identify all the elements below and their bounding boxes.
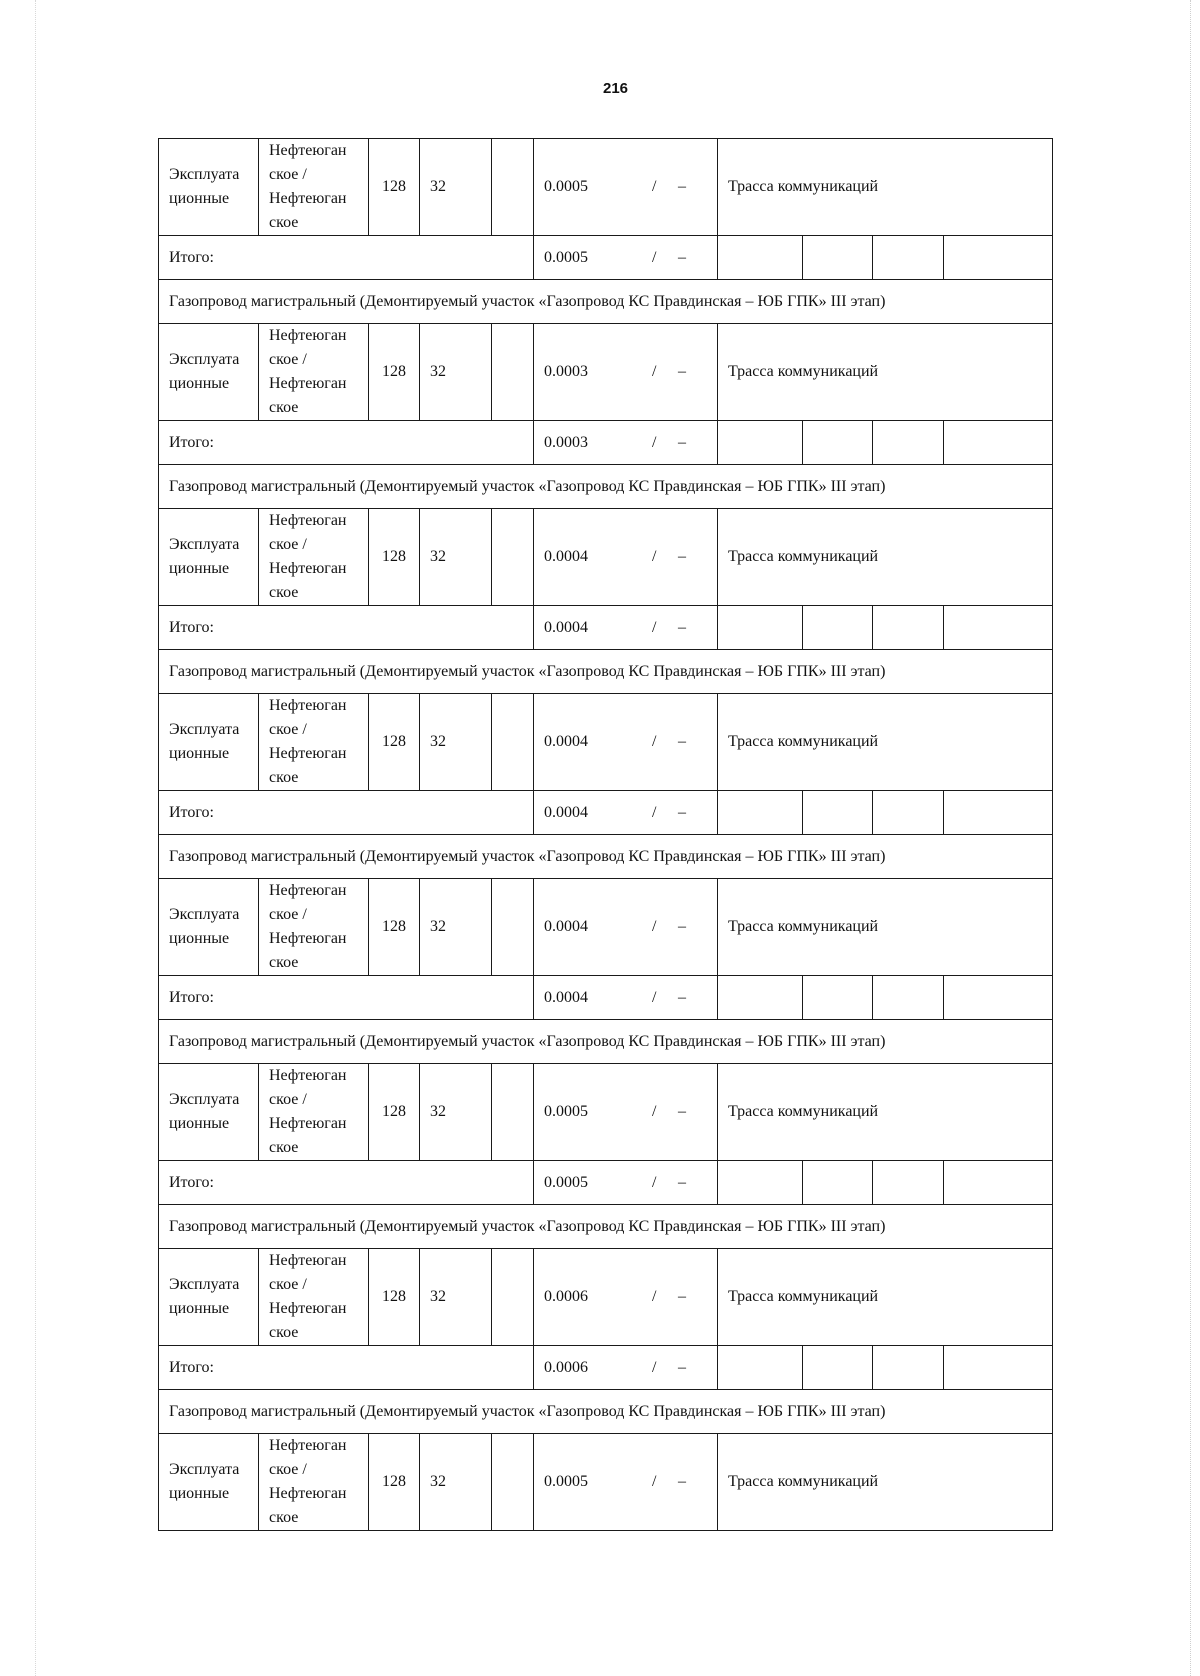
total-label: Итого: <box>159 606 534 650</box>
area-value: 0.0005 <box>544 1473 588 1490</box>
forestry-line: ское / <box>269 1461 307 1478</box>
land-category-line: Эксплуата <box>169 351 240 368</box>
area-cell <box>534 509 718 606</box>
land-category-line: ционные <box>169 930 230 947</box>
empty-cell <box>803 606 873 650</box>
land-category-line: ционные <box>169 560 230 577</box>
section-title: Газопровод магистральный (Демонтируемый участок «Газопровод КС Правдинская – ЮБ ГПК» III этап) <box>159 1205 1053 1249</box>
forestry-cell <box>259 694 369 791</box>
forestry-line: Нефтеюган <box>269 697 347 714</box>
area-value: 0.0004 <box>544 733 588 750</box>
forestry-line: Нефтеюган <box>269 1067 347 1084</box>
scan-edge-right <box>1190 0 1194 1676</box>
purpose-cell: Трасса коммуникаций <box>718 509 1053 606</box>
total-area-dash: – <box>678 618 686 636</box>
total-area-cell <box>534 1161 718 1205</box>
forestry-line: Нефтеюган <box>269 142 347 159</box>
forestry-cell <box>259 1064 369 1161</box>
total-row <box>159 1346 1053 1390</box>
forestry-line: ское / <box>269 1276 307 1293</box>
forestry-line: ское <box>269 1139 299 1156</box>
empty-cell <box>944 791 1053 835</box>
empty-cell <box>803 976 873 1020</box>
forestry-line: Нефтеюган <box>269 882 347 899</box>
total-area-slash: / <box>652 248 657 266</box>
forestry-line: ское / <box>269 1091 307 1108</box>
forestry-line: ское <box>269 954 299 971</box>
total-label: Итого: <box>159 976 534 1020</box>
empty-cell <box>944 421 1053 465</box>
total-area-cell <box>534 791 718 835</box>
plot-cell: 32 <box>420 509 492 606</box>
land-category-line: ционные <box>169 375 230 392</box>
plot-cell: 32 <box>420 1249 492 1346</box>
section-header-row <box>159 1390 1053 1434</box>
plot-cell: 32 <box>420 879 492 976</box>
quarter-cell: 128 <box>369 139 420 236</box>
forestry-line: ское <box>269 399 299 416</box>
empty-cell <box>718 976 803 1020</box>
quarter-cell: 128 <box>369 1249 420 1346</box>
area-cell <box>534 1064 718 1161</box>
forestry-line: ское / <box>269 166 307 183</box>
land-category-cell <box>159 139 259 236</box>
total-area-cell <box>534 606 718 650</box>
forestry-line: ское / <box>269 536 307 553</box>
forestry-line: Нефтеюган <box>269 930 347 947</box>
land-category-line: ционные <box>169 1115 230 1132</box>
area-slash: / <box>652 1103 657 1120</box>
total-area-dash: – <box>678 803 686 821</box>
land-category-line: Эксплуата <box>169 721 240 738</box>
total-area-slash: / <box>652 1173 657 1191</box>
section-title: Газопровод магистральный (Демонтируемый участок «Газопровод КС Правдинская – ЮБ ГПК» III этап) <box>159 1020 1053 1064</box>
plot-row <box>159 509 1053 606</box>
purpose-cell: Трасса коммуникаций <box>718 324 1053 421</box>
plot-row <box>159 1249 1053 1346</box>
land-category-cell <box>159 694 259 791</box>
empty-cell <box>718 1346 803 1390</box>
section-title: Газопровод магистральный (Демонтируемый участок «Газопровод КС Правдинская – ЮБ ГПК» III этап) <box>159 835 1053 879</box>
forestry-line: Нефтеюган <box>269 1115 347 1132</box>
area-dash: – <box>678 1288 686 1305</box>
plot-row <box>159 324 1053 421</box>
empty-cell <box>492 879 534 976</box>
empty-cell <box>492 509 534 606</box>
empty-cell <box>944 1346 1053 1390</box>
forestry-line: ское <box>269 769 299 786</box>
empty-cell <box>492 139 534 236</box>
total-area-dash: – <box>678 1173 686 1191</box>
total-area-cell <box>534 1346 718 1390</box>
purpose-cell: Трасса коммуникаций <box>718 879 1053 976</box>
land-category-line: Эксплуата <box>169 1276 240 1293</box>
quarter-cell: 128 <box>369 879 420 976</box>
area-dash: – <box>678 918 686 935</box>
forestry-cell <box>259 1249 369 1346</box>
land-category-line: Эксплуата <box>169 906 240 923</box>
empty-cell <box>492 1064 534 1161</box>
quarter-cell: 128 <box>369 1064 420 1161</box>
empty-cell <box>873 236 944 280</box>
total-label: Итого: <box>159 421 534 465</box>
total-area-value: 0.0004 <box>544 803 588 821</box>
land-category-cell <box>159 1064 259 1161</box>
total-row <box>159 606 1053 650</box>
area-dash: – <box>678 1473 686 1490</box>
land-plots-table <box>158 138 1053 1531</box>
area-value: 0.0005 <box>544 178 588 195</box>
forestry-line: Нефтеюган <box>269 1252 347 1269</box>
forestry-line: Нефтеюган <box>269 1437 347 1454</box>
land-category-cell <box>159 1434 259 1531</box>
area-value: 0.0006 <box>544 1288 588 1305</box>
section-header-row <box>159 835 1053 879</box>
empty-cell <box>803 1346 873 1390</box>
forestry-line: ское <box>269 584 299 601</box>
forestry-line: Нефтеюган <box>269 375 347 392</box>
forestry-line: Нефтеюган <box>269 1300 347 1317</box>
plot-row <box>159 1064 1053 1161</box>
total-area-cell <box>534 976 718 1020</box>
empty-cell <box>803 421 873 465</box>
section-header-row <box>159 465 1053 509</box>
plot-cell: 32 <box>420 1064 492 1161</box>
forestry-cell <box>259 509 369 606</box>
empty-cell <box>492 1249 534 1346</box>
area-value: 0.0003 <box>544 363 588 380</box>
area-slash: / <box>652 1288 657 1305</box>
quarter-cell: 128 <box>369 1434 420 1531</box>
land-category-line: Эксплуата <box>169 166 240 183</box>
land-category-line: ционные <box>169 1485 230 1502</box>
purpose-cell: Трасса коммуникаций <box>718 694 1053 791</box>
total-area-value: 0.0003 <box>544 433 588 451</box>
total-row <box>159 791 1053 835</box>
forestry-line: Нефтеюган <box>269 512 347 529</box>
plot-row <box>159 694 1053 791</box>
area-cell <box>534 1434 718 1531</box>
area-dash: – <box>678 363 686 380</box>
total-area-slash: / <box>652 618 657 636</box>
area-slash: / <box>652 1473 657 1490</box>
area-cell <box>534 324 718 421</box>
empty-cell <box>803 236 873 280</box>
empty-cell <box>718 236 803 280</box>
land-category-line: ционные <box>169 1300 230 1317</box>
total-area-slash: / <box>652 803 657 821</box>
scan-edge-left <box>35 0 39 1676</box>
empty-cell <box>718 606 803 650</box>
empty-cell <box>803 1161 873 1205</box>
empty-cell <box>873 791 944 835</box>
quarter-cell: 128 <box>369 694 420 791</box>
plot-cell: 32 <box>420 694 492 791</box>
total-area-dash: – <box>678 433 686 451</box>
total-area-cell <box>534 421 718 465</box>
area-cell <box>534 139 718 236</box>
area-cell <box>534 879 718 976</box>
total-area-slash: / <box>652 988 657 1006</box>
forestry-cell <box>259 1434 369 1531</box>
land-category-line: ционные <box>169 190 230 207</box>
area-dash: – <box>678 178 686 195</box>
empty-cell <box>492 1434 534 1531</box>
total-row <box>159 1161 1053 1205</box>
forestry-line: ское <box>269 214 299 231</box>
land-category-line: Эксплуата <box>169 536 240 553</box>
purpose-cell: Трасса коммуникаций <box>718 1434 1053 1531</box>
area-slash: / <box>652 363 657 380</box>
section-title: Газопровод магистральный (Демонтируемый участок «Газопровод КС Правдинская – ЮБ ГПК» III этап) <box>159 465 1053 509</box>
area-cell <box>534 694 718 791</box>
land-category-cell <box>159 879 259 976</box>
empty-cell <box>873 606 944 650</box>
plot-row <box>159 1434 1053 1531</box>
forestry-line: Нефтеюган <box>269 1485 347 1502</box>
total-label: Итого: <box>159 1161 534 1205</box>
plot-row <box>159 139 1053 236</box>
land-category-cell <box>159 324 259 421</box>
section-header-row <box>159 1020 1053 1064</box>
plot-cell: 32 <box>420 1434 492 1531</box>
plot-cell: 32 <box>420 139 492 236</box>
empty-cell <box>944 976 1053 1020</box>
land-category-line: Эксплуата <box>169 1461 240 1478</box>
page-number: 216 <box>602 80 629 97</box>
empty-cell <box>873 421 944 465</box>
total-area-value: 0.0005 <box>544 1173 588 1191</box>
purpose-cell: Трасса коммуникаций <box>718 1064 1053 1161</box>
total-area-dash: – <box>678 988 686 1006</box>
forestry-line: Нефтеюган <box>269 745 347 762</box>
forestry-line: ское / <box>269 906 307 923</box>
empty-cell <box>718 791 803 835</box>
purpose-cell: Трасса коммуникаций <box>718 139 1053 236</box>
total-area-dash: – <box>678 248 686 266</box>
empty-cell <box>873 1346 944 1390</box>
quarter-cell: 128 <box>369 324 420 421</box>
land-category-cell <box>159 1249 259 1346</box>
area-value: 0.0005 <box>544 1103 588 1120</box>
area-slash: / <box>652 918 657 935</box>
total-area-value: 0.0005 <box>544 248 588 266</box>
total-label: Итого: <box>159 791 534 835</box>
forestry-line: ское <box>269 1324 299 1341</box>
area-slash: / <box>652 548 657 565</box>
total-row <box>159 976 1053 1020</box>
total-area-dash: – <box>678 1358 686 1376</box>
empty-cell <box>492 324 534 421</box>
area-slash: / <box>652 178 657 195</box>
total-area-slash: / <box>652 1358 657 1376</box>
section-header-row <box>159 280 1053 324</box>
land-category-line: Эксплуата <box>169 1091 240 1108</box>
empty-cell <box>718 421 803 465</box>
area-dash: – <box>678 733 686 750</box>
area-dash: – <box>678 548 686 565</box>
forestry-line: Нефтеюган <box>269 190 347 207</box>
empty-cell <box>873 976 944 1020</box>
quarter-cell: 128 <box>369 509 420 606</box>
area-value: 0.0004 <box>544 918 588 935</box>
total-area-cell <box>534 236 718 280</box>
section-header-row <box>159 1205 1053 1249</box>
total-area-slash: / <box>652 433 657 451</box>
empty-cell <box>803 791 873 835</box>
empty-cell <box>873 1161 944 1205</box>
land-category-line: ционные <box>169 745 230 762</box>
forestry-cell <box>259 879 369 976</box>
section-header-row <box>159 650 1053 694</box>
forestry-line: Нефтеюган <box>269 560 347 577</box>
section-title: Газопровод магистральный (Демонтируемый участок «Газопровод КС Правдинская – ЮБ ГПК» III этап) <box>159 1390 1053 1434</box>
area-cell <box>534 1249 718 1346</box>
total-row <box>159 421 1053 465</box>
forestry-cell <box>259 139 369 236</box>
total-row <box>159 236 1053 280</box>
section-title: Газопровод магистральный (Демонтируемый участок «Газопровод КС Правдинская – ЮБ ГПК» III этап) <box>159 280 1053 324</box>
purpose-cell: Трасса коммуникаций <box>718 1249 1053 1346</box>
empty-cell <box>944 236 1053 280</box>
empty-cell <box>492 694 534 791</box>
empty-cell <box>944 606 1053 650</box>
plot-cell: 32 <box>420 324 492 421</box>
plot-row <box>159 879 1053 976</box>
section-title: Газопровод магистральный (Демонтируемый участок «Газопровод КС Правдинская – ЮБ ГПК» III этап) <box>159 650 1053 694</box>
empty-cell <box>718 1161 803 1205</box>
total-label: Итого: <box>159 236 534 280</box>
forestry-line: ское / <box>269 351 307 368</box>
forestry-line: ское / <box>269 721 307 738</box>
empty-cell <box>944 1161 1053 1205</box>
forestry-line: Нефтеюган <box>269 327 347 344</box>
total-area-value: 0.0004 <box>544 988 588 1006</box>
area-value: 0.0004 <box>544 548 588 565</box>
total-area-value: 0.0006 <box>544 1358 588 1376</box>
total-label: Итого: <box>159 1346 534 1390</box>
area-slash: / <box>652 733 657 750</box>
total-area-value: 0.0004 <box>544 618 588 636</box>
forestry-line: ское <box>269 1509 299 1526</box>
area-dash: – <box>678 1103 686 1120</box>
forestry-cell <box>259 324 369 421</box>
land-category-cell <box>159 509 259 606</box>
